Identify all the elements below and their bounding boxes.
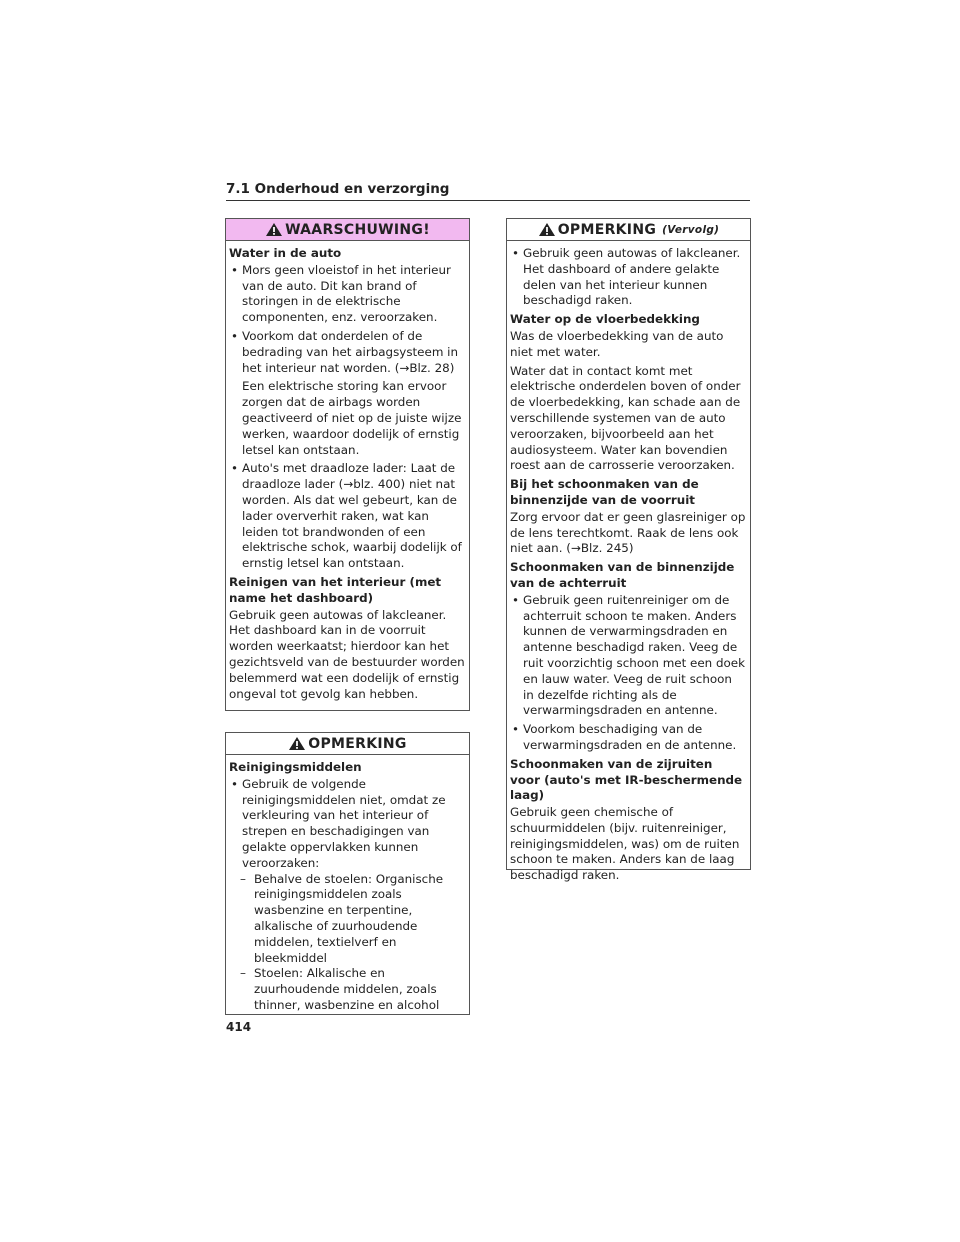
- notice-paragraph: Water dat in contact komt met elektrische onderdelen boven of onder de vloerbedekking, kan schade aan de verschillende systemen van de auto veroorzaken, bijvoorbeeld aan het audiosysteem. Water kan bovendien roest aan de carrosserie veroorzaken.: [510, 363, 741, 473]
- sub-list-item: – Behalve de stoelen: Organische reinigingsmiddelen zoals wasbenzine en terpentine, alkalische of zuurhoudende middelen, textielverf en bleekmiddel: [240, 871, 444, 965]
- warning-triangle-icon: [538, 222, 556, 237]
- list-item: • Gebruik de volgende reinigingsmiddelen niet, omdat ze verkleuring van het interieur of strepen en beschadigingen van gelakte oppervlakken kunnen veroorzaken:: [231, 776, 446, 870]
- warning-box-header: [226, 219, 469, 241]
- notice-box: [225, 732, 470, 1015]
- notice-continued-title: OPMERKING: [557, 221, 657, 238]
- notice-title: OPMERKING: [308, 735, 407, 752]
- warning-box-body: [226, 241, 469, 711]
- notice-continued-subtitle: (Vervolg): [662, 223, 720, 236]
- warning-title: WAARSCHUWING!: [285, 221, 430, 238]
- notice-continued-body: [507, 241, 750, 893]
- notice-heading: Bij het schoonmaken van de binnenzijde van de voorruit: [510, 477, 699, 507]
- sub-list-item: – Stoelen: Alkalische en zuurhoudende middelen, zoals thinner, wasbenzine en alcohol: [240, 966, 440, 1012]
- warning-heading-water: Water in de auto: [229, 246, 342, 260]
- notice-continued-header: [507, 219, 750, 241]
- list-item: • Auto's met draadloze lader: Laat de draadloze lader (→blz. 400) niet nat worden. Als dat wel gebeurt, kan de lader oververhit raken, wat kan leiden tot brandwonden of een elektrische schok, waarbij dodelijk of ernstig letsel kan ontstaan.: [231, 461, 462, 571]
- notice-box-body: [226, 755, 469, 1020]
- list-item: • Mors geen vloeistof in het interieur van de auto. Dit kan brand of storingen in de elektrische componenten, enz. veroorzaken.: [231, 262, 451, 325]
- list-item: • Voorkom beschadiging van de verwarmingsdraden en de antenne.: [512, 722, 737, 752]
- list-item: • Gebruik geen autowas of lakcleaner. Het dashboard of andere gelakte delen van het interieur kunnen beschadigd raken.: [512, 246, 741, 308]
- list-item-continuation: Een elektrische storing kan ervoor zorgen dat de airbags worden geactiveerd of niet op de juiste wijze werken, waardoor dodelijk of ernstig letsel kan ontstaan.: [242, 379, 462, 457]
- notice-paragraph: Was de vloerbedekking van de auto niet met water.: [510, 328, 724, 359]
- notice-heading: Schoonmaken van de binnenzijde van de achterruit: [510, 560, 735, 590]
- warning-triangle-icon: [265, 222, 283, 237]
- notice-paragraph: Zorg ervoor dat er geen glasreiniger op de lens terechtkomt. Raak de lens ook niet aan. (→Blz. 245): [510, 509, 746, 556]
- list-item: • Voorkom dat onderdelen of de bedrading van het airbagsysteem in het interieur nat worden. (→Blz. 28): [231, 328, 459, 375]
- warning-box: [225, 218, 470, 711]
- notice-heading: Reinigingsmiddelen: [229, 760, 362, 774]
- notice-paragraph: Gebruik geen chemische of schuurmiddelen (bijv. ruitenreiniger, reinigingsmiddelen, was) om de ruiten schoon te maken. Anders kan de laag beschadigd raken.: [510, 805, 740, 883]
- notice-box-header: [226, 733, 469, 755]
- notice-heading: Water op de vloerbedekking: [510, 312, 700, 327]
- warning-paragraph: Gebruik geen autowas of lakcleaner. Het dashboard kan in de voorruit worden weerkaatst; hierdoor kan het gezichtsveld van de bestuurder worden belemmerd wat een dodelijk of ernstig ongeval tot gevolg kan hebben.: [229, 607, 465, 701]
- list-item: • Gebruik geen ruitenreiniger om de achterruit schoon te maken. Anders kunnen de verwarmingsdraden en antenne beschadigd raken. Veeg de ruit voorzichtig schoon met een doek en lauw water. Veeg de ruit schoon in dezelfde richting als de verwarmingsdraden en antenne.: [512, 592, 746, 718]
- section-title: 7.1 Onderhoud en verzorging: [226, 181, 450, 197]
- notice-continued-box: [506, 218, 751, 883]
- page-number: 414: [226, 1020, 252, 1034]
- notice-heading: Schoonmaken van de zijruiten voor (auto's met IR-beschermende laag): [510, 756, 743, 803]
- section-header: [226, 178, 750, 201]
- warning-triangle-icon: [288, 736, 306, 751]
- warning-heading-interior: Reinigen van het interieur (met name het dashboard): [229, 574, 442, 605]
